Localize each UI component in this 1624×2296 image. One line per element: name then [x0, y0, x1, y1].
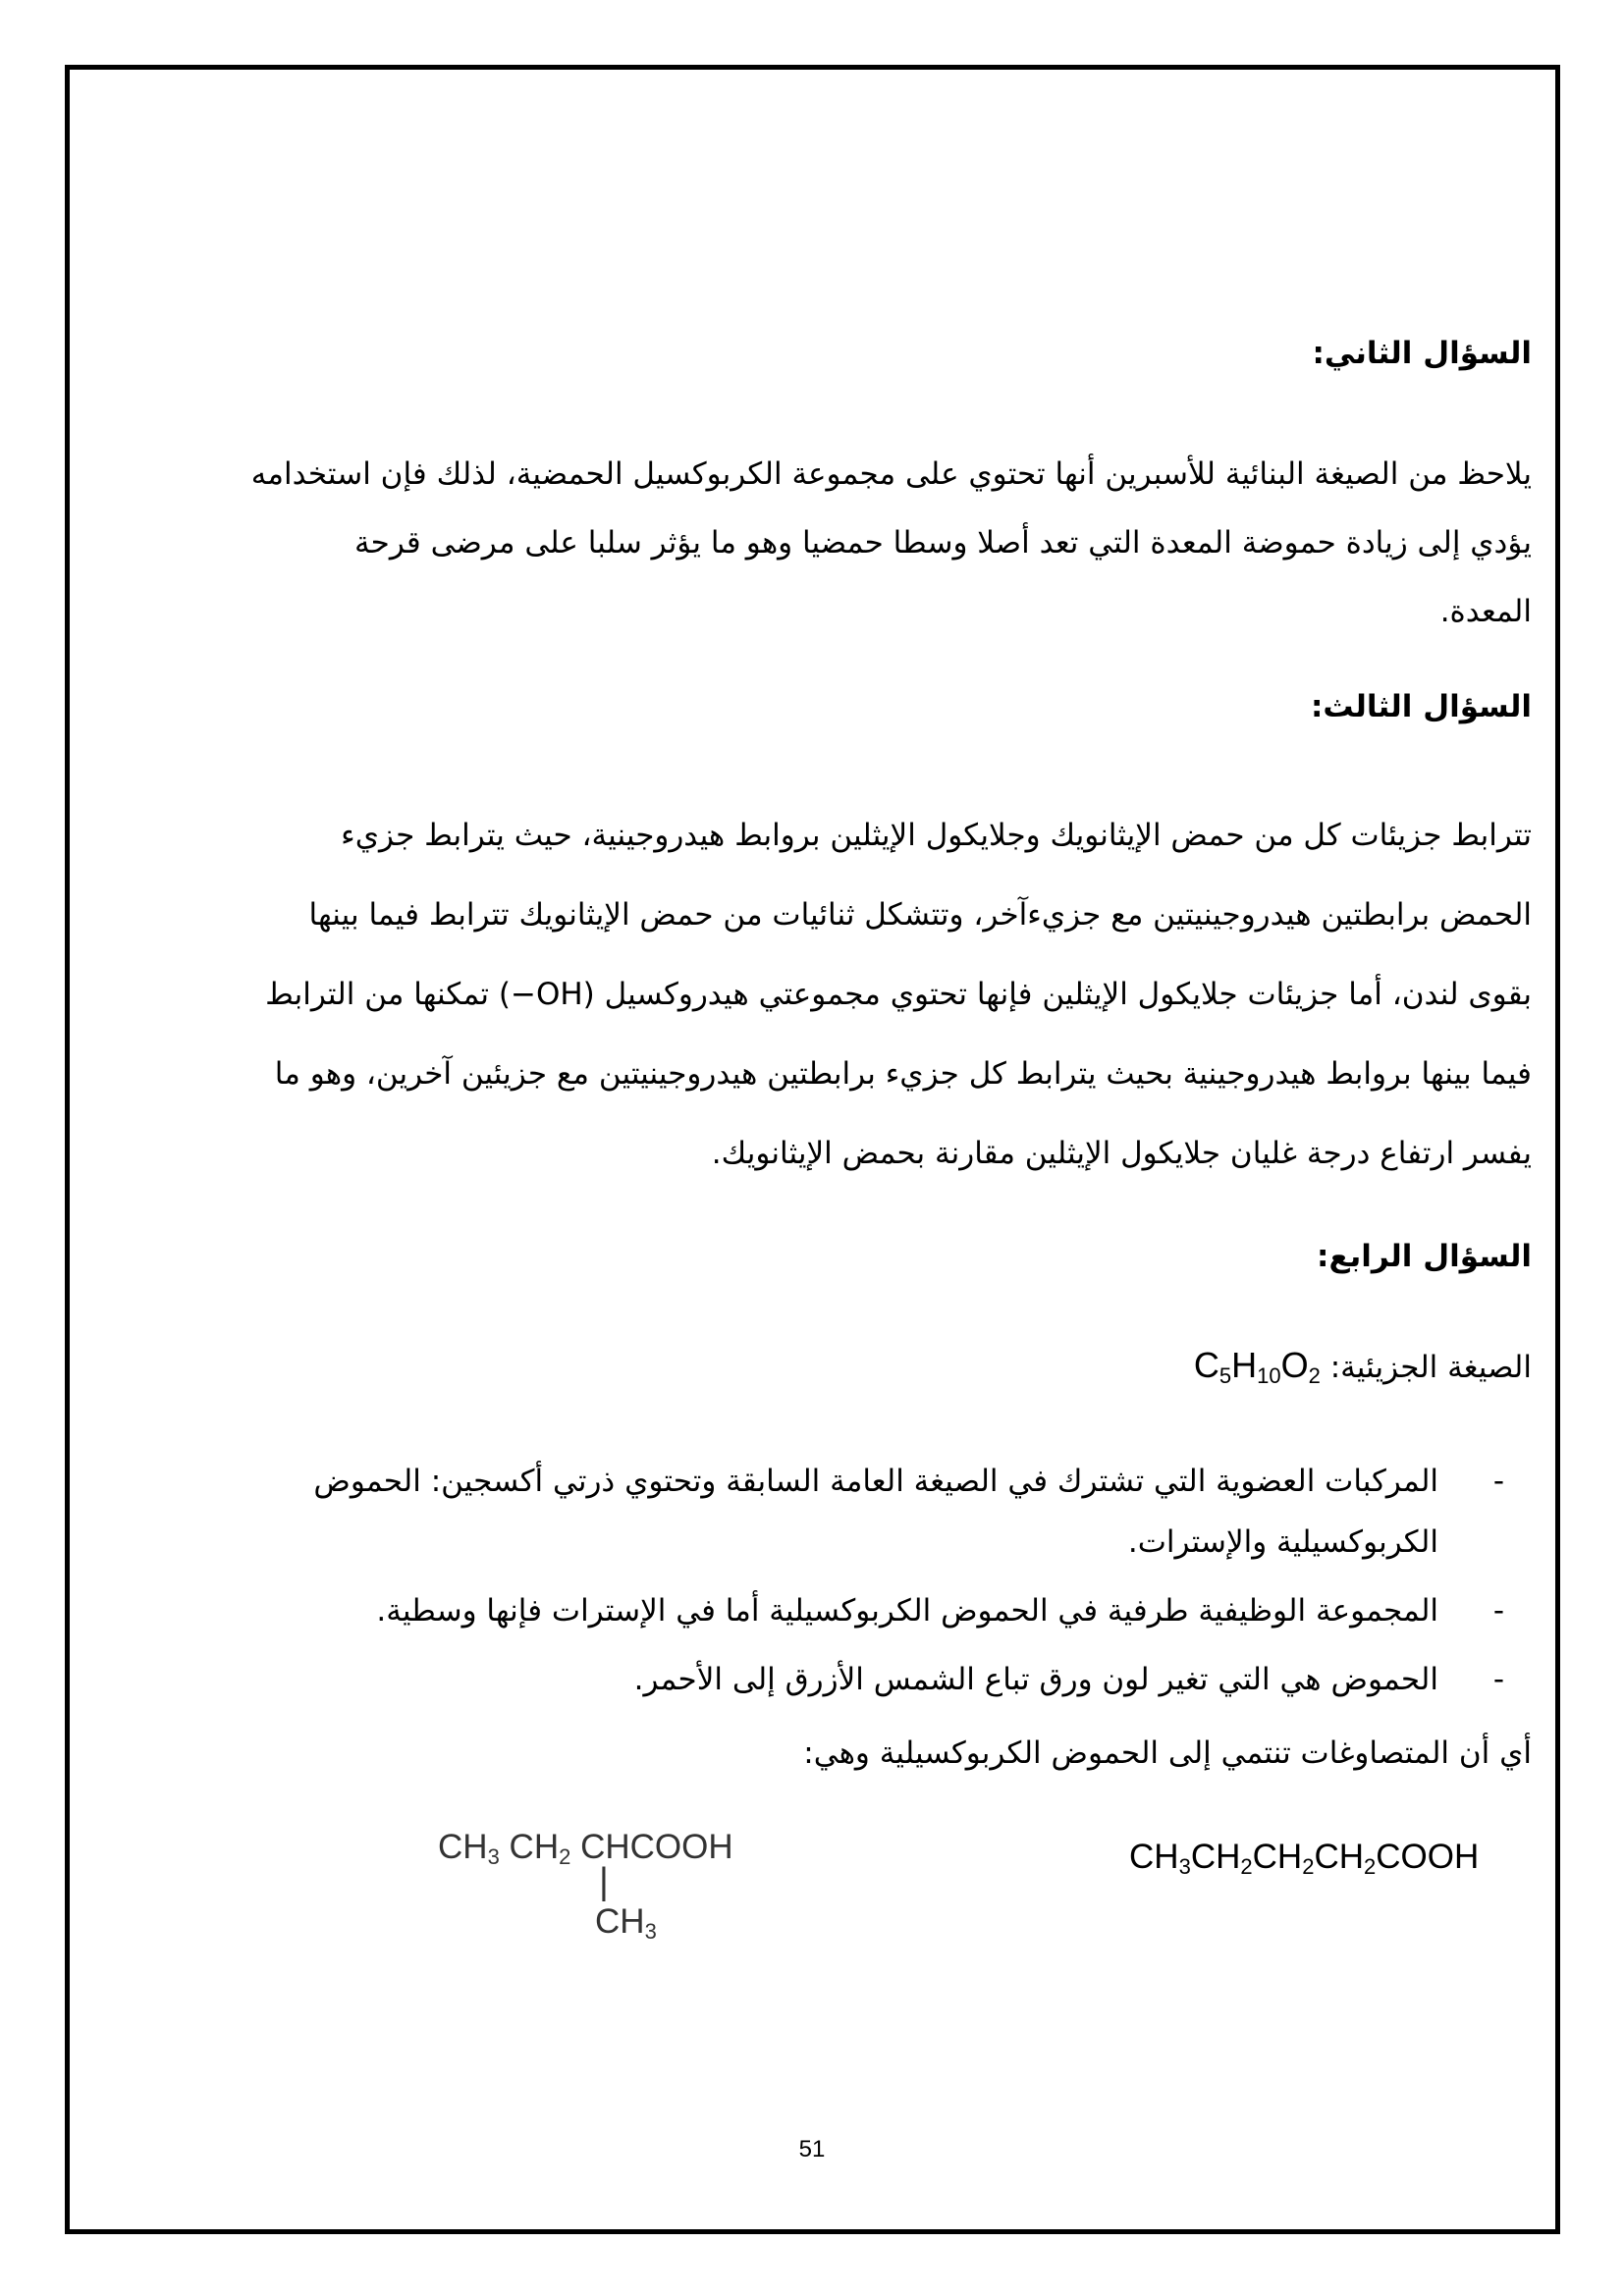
- page-number: 51: [798, 2136, 826, 2163]
- q2-line-2: يؤدي إلى زيادة حموضة المعدة التي تعد أصلا وسطا حمضيا وهو ما يؤثر سلبا على مرضى قرحة: [354, 525, 1532, 561]
- bullet-item: [118, 1649, 1532, 1710]
- molecular-formula: $C_5H_{10}O_2$: [1193, 1345, 1321, 1388]
- q2-paragraph: [118, 440, 1532, 646]
- molecular-formula-label: الصيغة الجزيئية:: [1329, 1350, 1532, 1385]
- branch-bond: |: [599, 1861, 609, 1902]
- methyl-branch: $CH_3$: [595, 1902, 657, 1944]
- molecular-formula-line: [118, 1345, 1551, 1389]
- bullet-text-line: المجموعة الوظيفية طرفية في الحموض الكربوكسيلية أما في الإسترات فإنها وسطية.: [376, 1593, 1438, 1629]
- isomers-conclusion: أي أن المتصاوغات تنتمي إلى الحموض الكربوكسيلية وهي:: [803, 1735, 1532, 1771]
- bullet-text-line: الكربوكسيلية والإسترات.: [1127, 1524, 1438, 1560]
- bullet-dash: -: [1492, 1464, 1504, 1499]
- bullet-dash: -: [1492, 1593, 1504, 1629]
- q2-line-3: المعدة.: [1439, 594, 1532, 629]
- q3-line-2: الحمض برابطتين هيدروجينيتين مع جزيءآخر، وتتشكل ثنائيات من حمض الإيثانويك تترابط فيما بينها: [308, 897, 1532, 933]
- q3-line-4: فيما بينها بروابط هيدروجينية بحيث يترابط كل جزيء برابطتين هيدروجينيتين مع جزيئين آخرين، وهو ما: [274, 1056, 1532, 1092]
- q3-line-1: تترابط جزيئات كل من حمض الإيثانويك وجلايكول الإيثلين بروابط هيدروجينية، حيث يترابط جزيء: [341, 818, 1532, 853]
- q3-paragraph: [118, 796, 1532, 1194]
- q4-bullet-list: [118, 1451, 1532, 1710]
- q3-line-5: يفسر ارتفاع درجة غليان جلايكول الإيثلين مقارنة بحمض الإيثانويك.: [711, 1136, 1532, 1171]
- bullet-text-line: الحموض هي التي تغير لون ورق تباع الشمس الأزرق إلى الأحمر.: [633, 1662, 1438, 1697]
- bullet-item: [118, 1451, 1532, 1573]
- bullet-text-line: المركبات العضوية التي تشترك في الصيغة العامة السابقة وتحتوي ذرتي أكسجين: الحموض: [313, 1464, 1438, 1499]
- isomer-2-methylbutanoic-acid: $CH_3$ $CH_2$ CHCOOH: [438, 1828, 733, 1869]
- q2-heading: السؤال الثاني:: [1312, 336, 1532, 371]
- isomer-pentanoic-acid: $CH_3CH_2CH_2CH_2COOH$: [1129, 1838, 1480, 1879]
- bullet-dash: -: [1492, 1662, 1504, 1697]
- bullet-item: [118, 1580, 1532, 1641]
- q4-heading: السؤال الرابع:: [1317, 1239, 1532, 1274]
- q3-heading: السؤال الثالث:: [1311, 689, 1532, 724]
- q3-line-3: بقوى لندن، أما جزيئات جلايكول الإيثلين فإنها تحتوي مجموعتي هيدروكسيل (OH−) تمكنها من الترابط: [265, 977, 1532, 1012]
- q2-line-1: يلاحظ من الصيغة البنائية للأسبرين أنها تحتوي على مجموعة الكربوكسيل الحمضية، لذلك فإن استخدامه: [250, 456, 1532, 492]
